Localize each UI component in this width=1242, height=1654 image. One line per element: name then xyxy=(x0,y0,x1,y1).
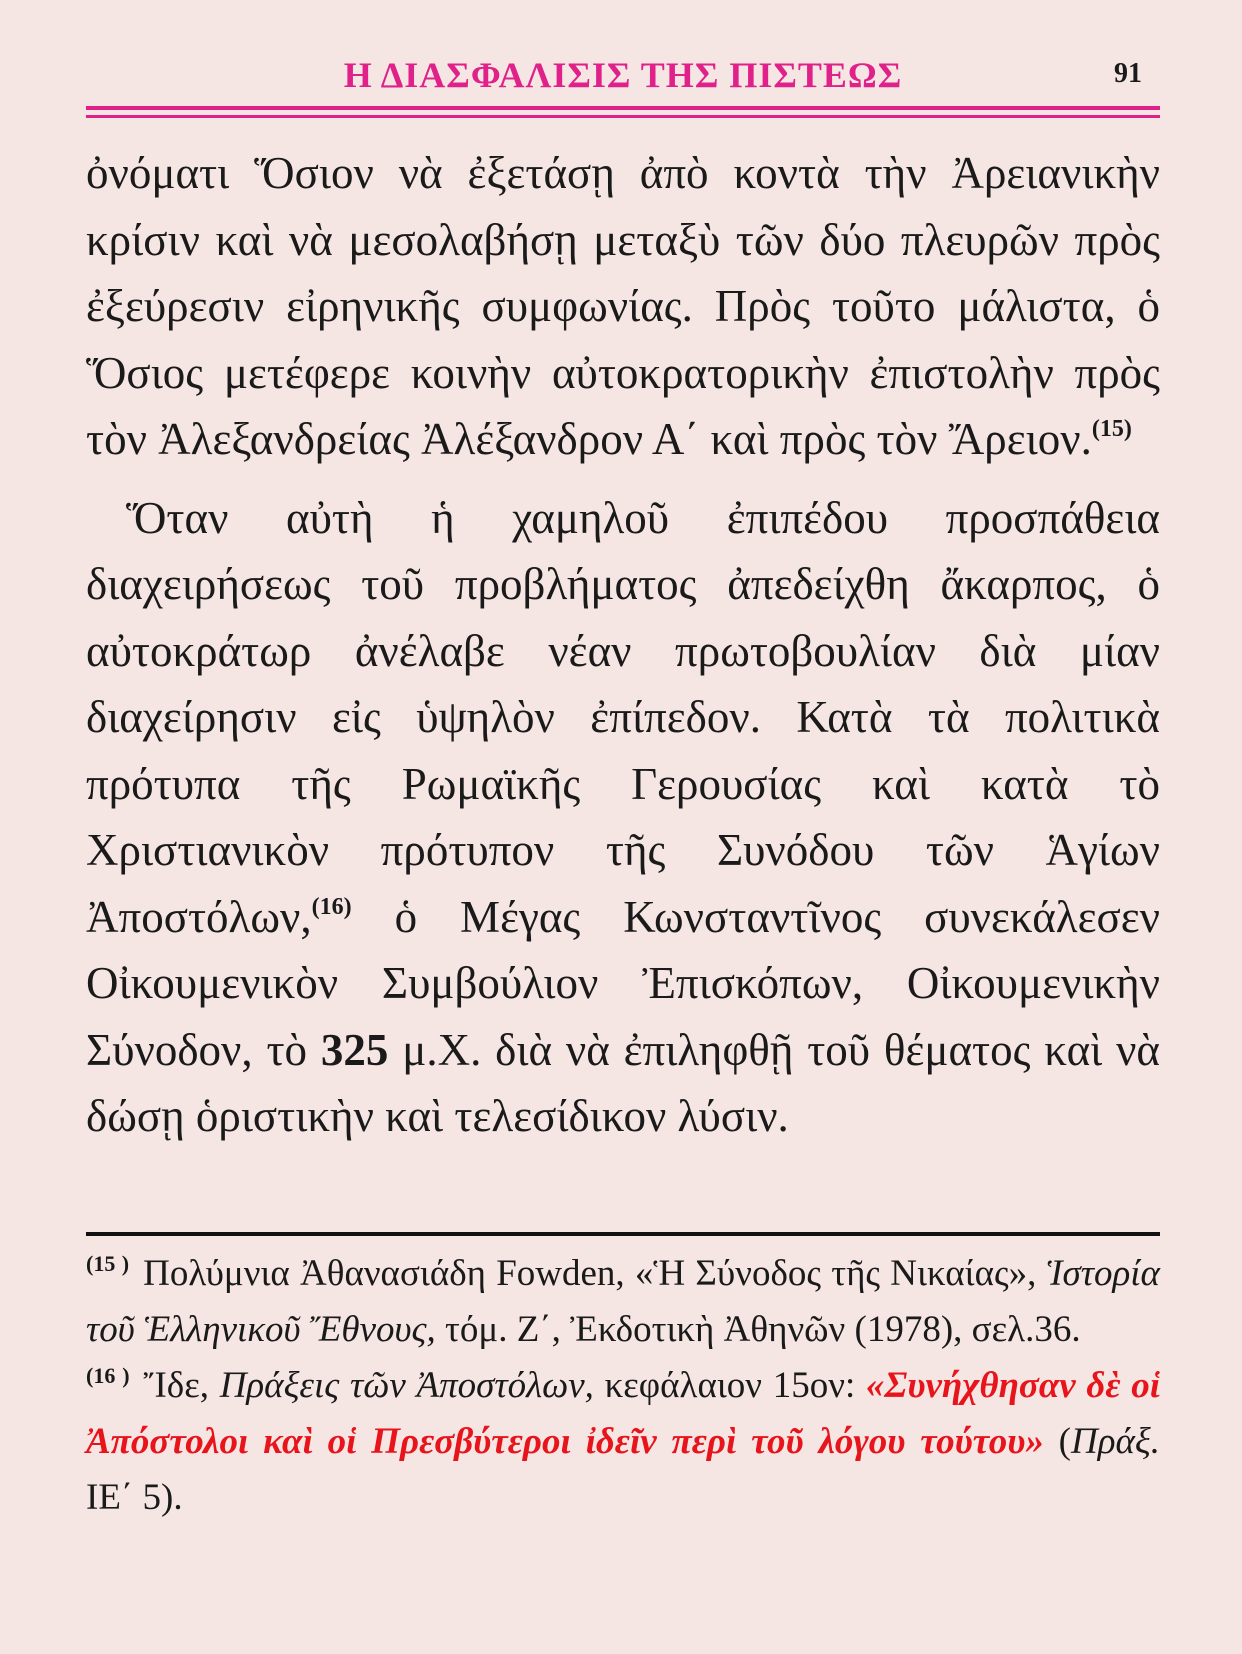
footnote-16-quote: «Συνήχθησαν δὲ οἱ Ἀπόστολοι καὶ οἱ Πρεσβύτεροι ἰδεῖν περὶ τοῦ λόγου τούτου» xyxy=(86,1365,1161,1462)
paragraph-2-text-b: ὁ Μέγας Κωνσταντῖνος συνεκάλεσεν Οἰκουμενικὸν Συμβούλιον Ἐπισκόπων, Οἰκουμενικὴν Σύνοδον, τὸ xyxy=(86,891,1160,1075)
paragraph-1 xyxy=(86,140,1160,473)
header-rule-lower xyxy=(86,115,1160,118)
page-header xyxy=(86,50,1160,110)
footnote-16 xyxy=(86,1358,1160,1526)
footnote-16-text-b: κεφάλαιον 15ον: xyxy=(593,1365,866,1406)
footnote-16-text-c: ( xyxy=(1043,1421,1072,1462)
footnote-15-text-b: τόμ. Ζ΄, Ἐκδοτικὴ Ἀθηνῶν (1978), σελ.36. xyxy=(435,1309,1081,1350)
footnote-16-text-a: Ἴδε, xyxy=(143,1365,220,1406)
header-rule-upper xyxy=(86,106,1160,110)
footnote-16-ref-abbr: Πράξ. xyxy=(1071,1421,1161,1462)
footnote-16-title: Πράξεις τῶν Ἀποστόλων, xyxy=(219,1365,594,1406)
footnote-ref-16[interactable]: (16) xyxy=(311,893,352,920)
footnote-15 xyxy=(86,1246,1160,1358)
year-325: 325 xyxy=(320,1024,389,1075)
footnote-16-mark: (16 ) xyxy=(86,1363,130,1388)
paragraph-2 xyxy=(86,485,1160,1150)
footnote-15-text-a: Πολύμνια Ἀθανασιάδη Fowden, «Ἡ Σύνοδος τῆς Νικαίας», xyxy=(143,1253,1047,1294)
footnote-separator xyxy=(86,1232,1160,1236)
page-number: 91 xyxy=(1114,58,1142,89)
paragraph-2-text-a: Ὅταν αὐτὴ ἡ χαμηλοῦ ἐπιπέδου προσπάθεια διαχειρήσεως τοῦ προβλήματος ἀπεδείχθη ἄκαρπος, ὁ αὐτοκράτωρ ἀνέλαβε νέαν πρωτοβουλίαν διὰ μίαν διαχείρησιν εἰς ὑψηλὸν ἐπίπεδον. Κατὰ τὰ πολιτικὰ πρότυπα τῆς Ρωμαϊκῆς Γερουσίας καὶ κατὰ τὸ Χριστιανικὸν πρότυπον τῆς Συνόδου τῶν Ἁγίων Ἀποστόλων, xyxy=(86,492,1160,942)
paragraph-1-text: ὀνόματι Ὅσιον νὰ ἐξετάσῃ ἀπὸ κοντὰ τὴν Ἀρειανικὴν κρίσιν καὶ νὰ μεσολαβήσῃ μεταξὺ τῶν δύο πλευρῶν πρὸς ἐξεύρεσιν εἰρηνικῆς συμφωνίας. Πρὸς τοῦτο μάλιστα, ὁ Ὅσιος μετέφερε κοινὴν αὐτοκρατορικὴν ἐπιστολὴν πρὸς τὸν Ἀλεξανδρείας Ἀλέξανδρον Α΄ καὶ πρὸς τὸν Ἄρειον. xyxy=(86,148,1160,464)
paragraph-2-text-c: μ.Χ. διὰ νὰ ἐπιληφθῇ τοῦ θέματος καὶ νὰ δώσῃ ὁριστικὴν καὶ τελεσίδικον λύσιν. xyxy=(86,1024,1161,1141)
footnote-ref-15[interactable]: (15) xyxy=(1091,416,1132,442)
running-title: Η ΔΙΑΣΦΑΛΙΣΙΣ ΤΗΣ ΠΙΣΤΕΩΣ xyxy=(343,55,903,95)
main-text xyxy=(86,140,1160,1150)
footnotes xyxy=(86,1246,1160,1526)
footnote-15-mark: (15 ) xyxy=(86,1251,130,1276)
footnote-15-title: Ἱστορία τοῦ Ἑλληνικοῦ Ἔθνους, xyxy=(86,1253,1160,1350)
footnote-16-text-d: ΙΕ΄ 5). xyxy=(86,1477,183,1518)
